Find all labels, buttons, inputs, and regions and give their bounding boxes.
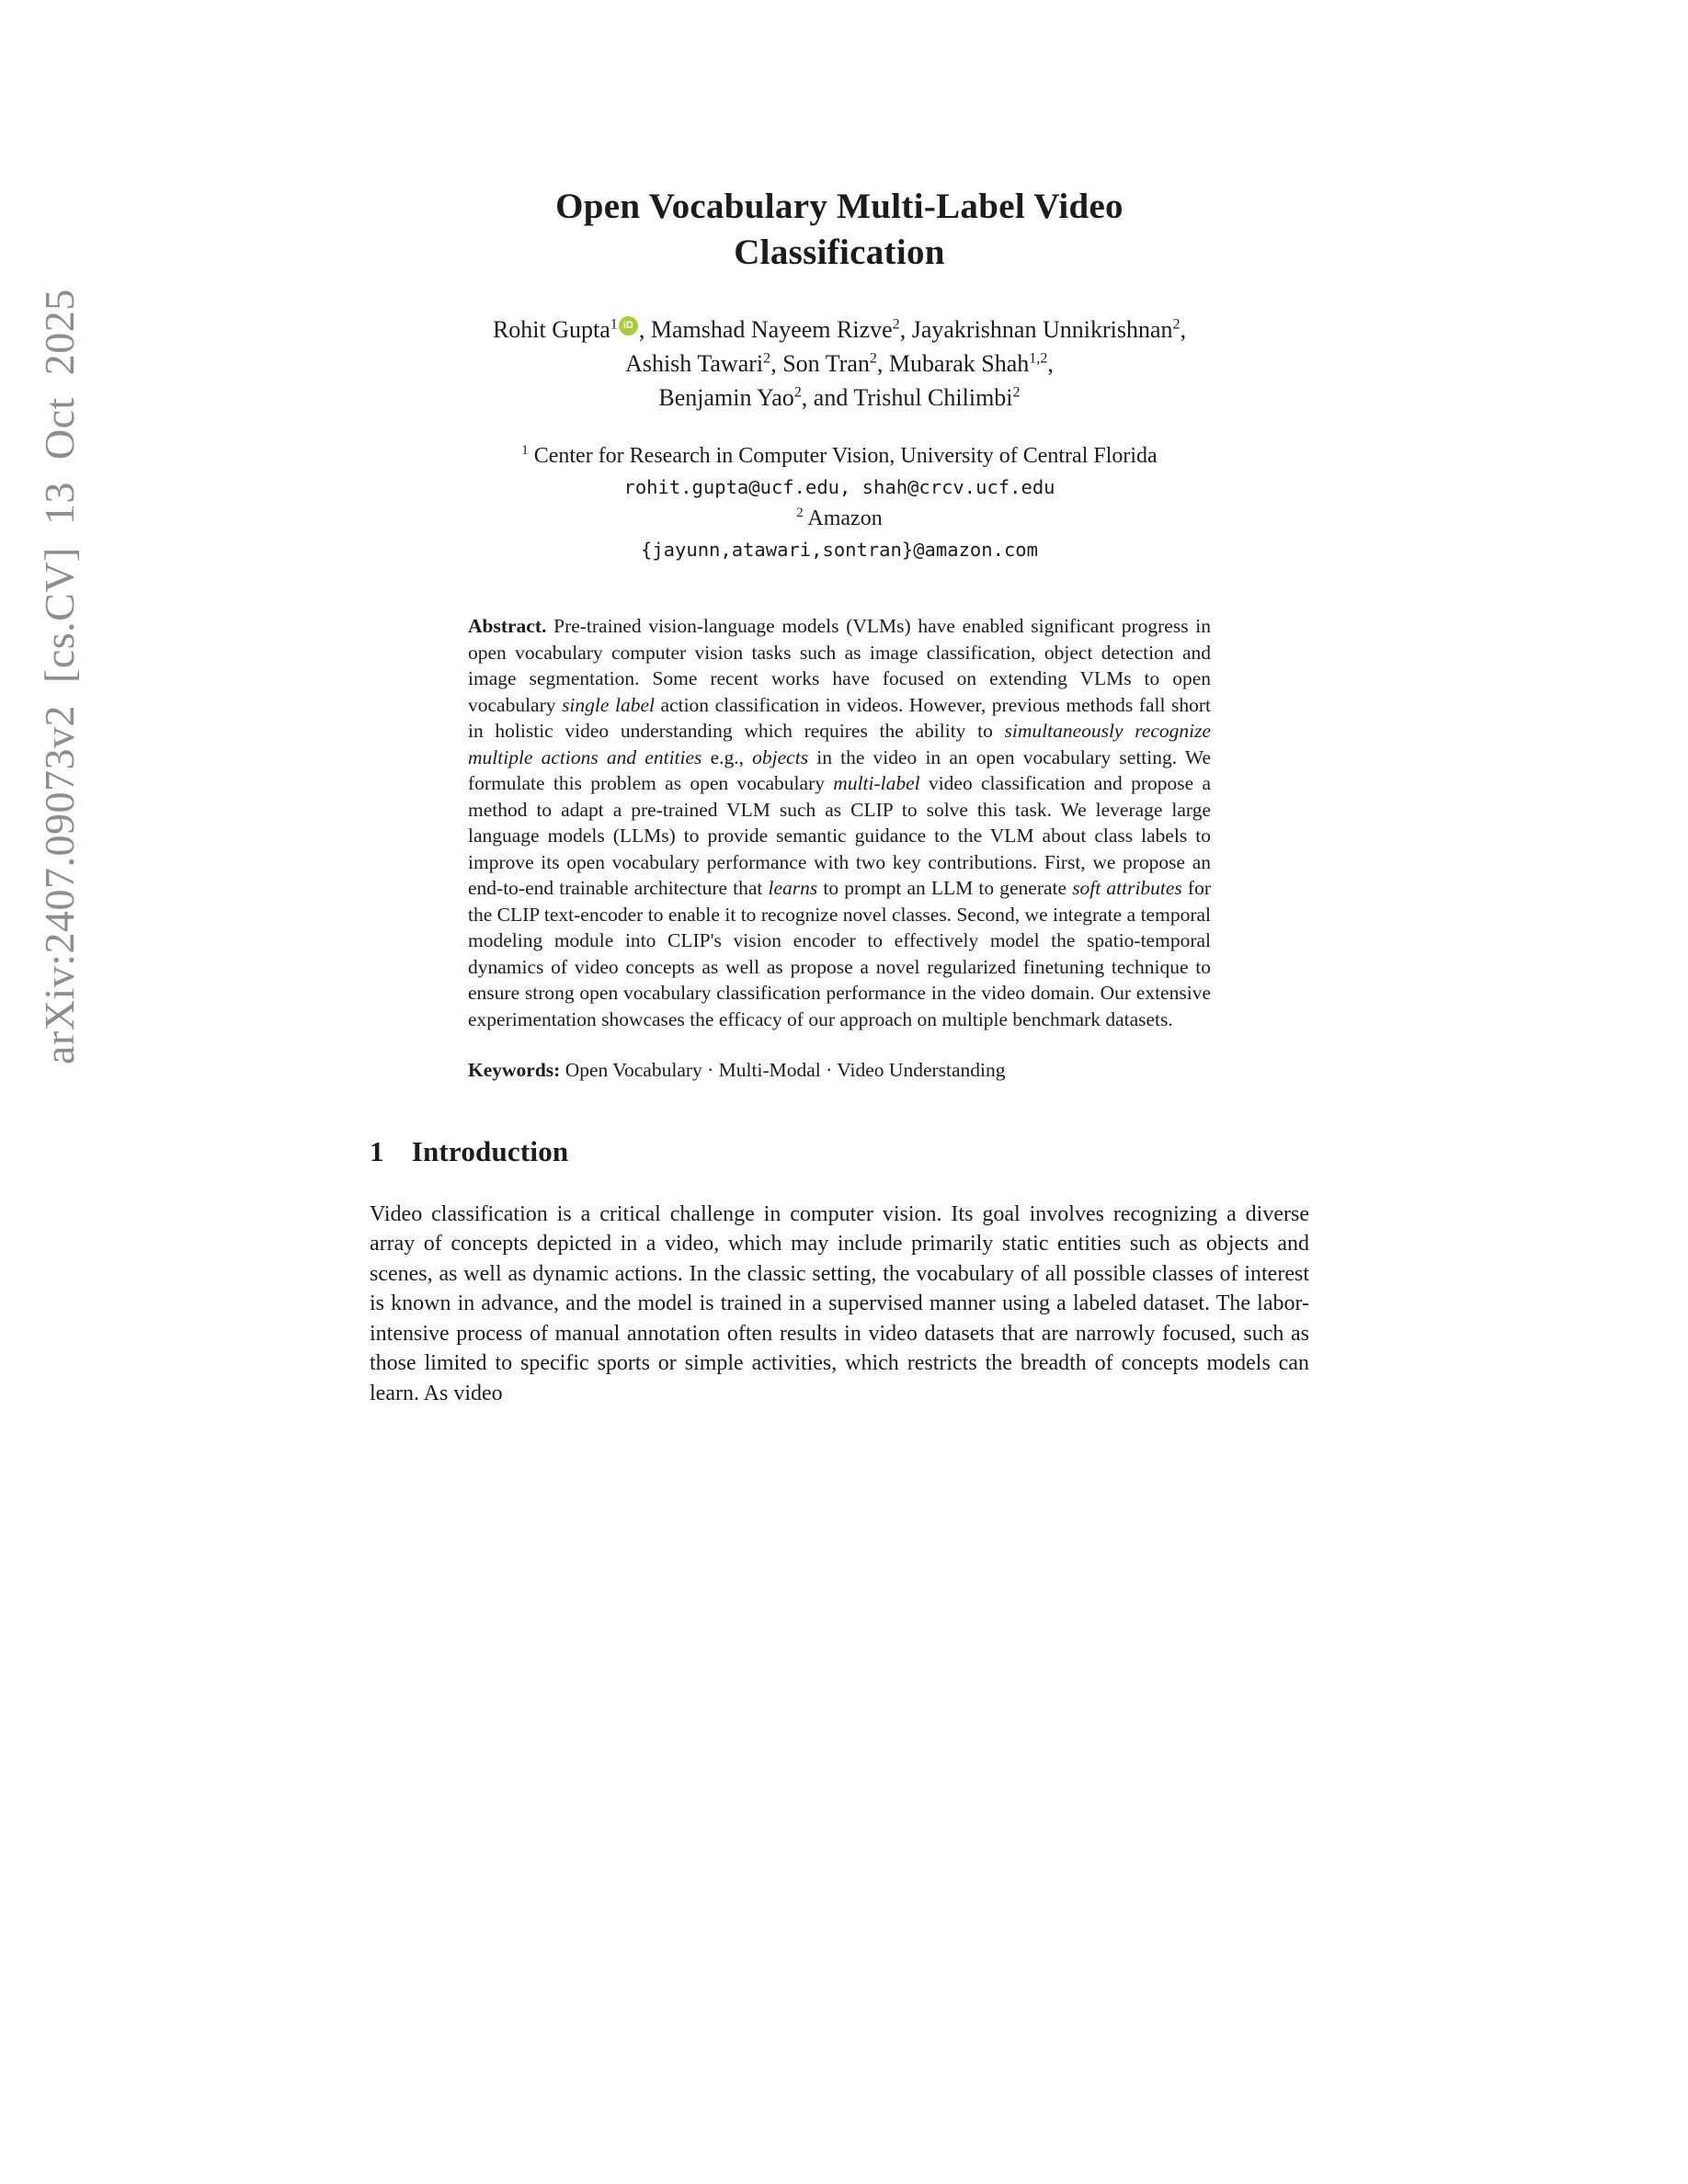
affiliation-block — [370, 440, 1309, 565]
paper-title — [370, 184, 1309, 276]
paper-content — [370, 184, 1309, 1408]
author-block — [370, 313, 1309, 415]
affiliation-1: $^1$ Center for Research in Computer Vision, University of Central Florida — [521, 443, 1158, 468]
section-title: Introduction — [411, 1134, 569, 1167]
abstract-paragraph: Abstract. Pre-trained vision-language models (VLMs) have enabled significant progress in open vocabulary computer vision tasks such as image classification, object detection and image segmentation. Some recent works have focused on extending VLMs to open vocabulary single label action classification in videos. However, previous methods fall short in holistic video understanding which requires the ability to simultaneously recognize multiple actions and entities e.g., objects in the video in an open vocabulary setting. We formulate this problem as open vocabulary multi-label video classification and propose a method to adapt a pre-trained VLM such as CLIP to solve this task. We leverage large language models (LLMs) to provide semantic guidance to the VLM about class labels to improve its open vocabulary performance with two key contributions. First, we propose an end-to-end trainable architecture that learns to prompt an LLM to generate soft attributes for the CLIP text-encoder to enable it to recognize novel classes. Second, we integrate a temporal modeling module into CLIP's vision encoder to effectively model the spatio-temporal dynamics of video concepts as well as propose a novel regularized finetuning technique to ensure strong open vocabulary classification performance in the video domain. Our extensive experimentation showcases the efficacy of our approach on multiple benchmark datasets. — [468, 615, 1212, 1030]
section-number: 1 — [370, 1134, 384, 1167]
author-line-1: Rohit Gupta$^1$ iD , Mamshad Nayeem Rizve$^2$, Jayakrishnan Unnikrishnan$^2$, — [492, 316, 1187, 343]
author-line-3: Benjamin Yao$^2$, and Trishul Chilimbi$^2$ — [658, 384, 1021, 411]
paper-title-line-2: Classification — [734, 233, 945, 272]
intro-paragraph: Video classification is a critical challenge in computer vision. Its goal involves recognizing a diverse array of concepts depicted in a video, which may include primarily static entities such as objects and scenes, as well as dynamic actions. In the classic setting, the vocabulary of all possible classes of interest is known in advance, and the model is trained in a supervised manner using a labeled dataset. The labor-intensive process of manual annotation often results in video datasets that are narrowly focused, such as those limited to specific sports or simple activities, which restricts the breadth of concepts models can learn. As video — [370, 1201, 1309, 1405]
section-heading-introduction — [370, 1135, 1309, 1168]
arxiv-watermark: arXiv:2407.09073v2 [cs.CV] 13 Oct 2025 — [36, 289, 83, 1064]
email-line-ucf: rohit.gupta@ucf.edu, shah@crcv.ucf.edu — [623, 476, 1055, 498]
paper-title-line-1: Open Vocabulary Multi-Label Video — [555, 187, 1123, 226]
author-line-2: Ashish Tawari$^2$, Son Tran$^2$, Mubarak Shah$^{1,2}$, — [625, 350, 1054, 377]
orcid-icon[interactable]: iD — [619, 316, 638, 336]
keywords-line: Keywords: Open Vocabulary · Multi-Modal · Video Understanding — [468, 1059, 1006, 1081]
affiliation-2: $^2$ Amazon — [796, 506, 883, 530]
email-line-amazon: {jayunn,atawari,sontran}@amazon.com — [641, 539, 1038, 561]
